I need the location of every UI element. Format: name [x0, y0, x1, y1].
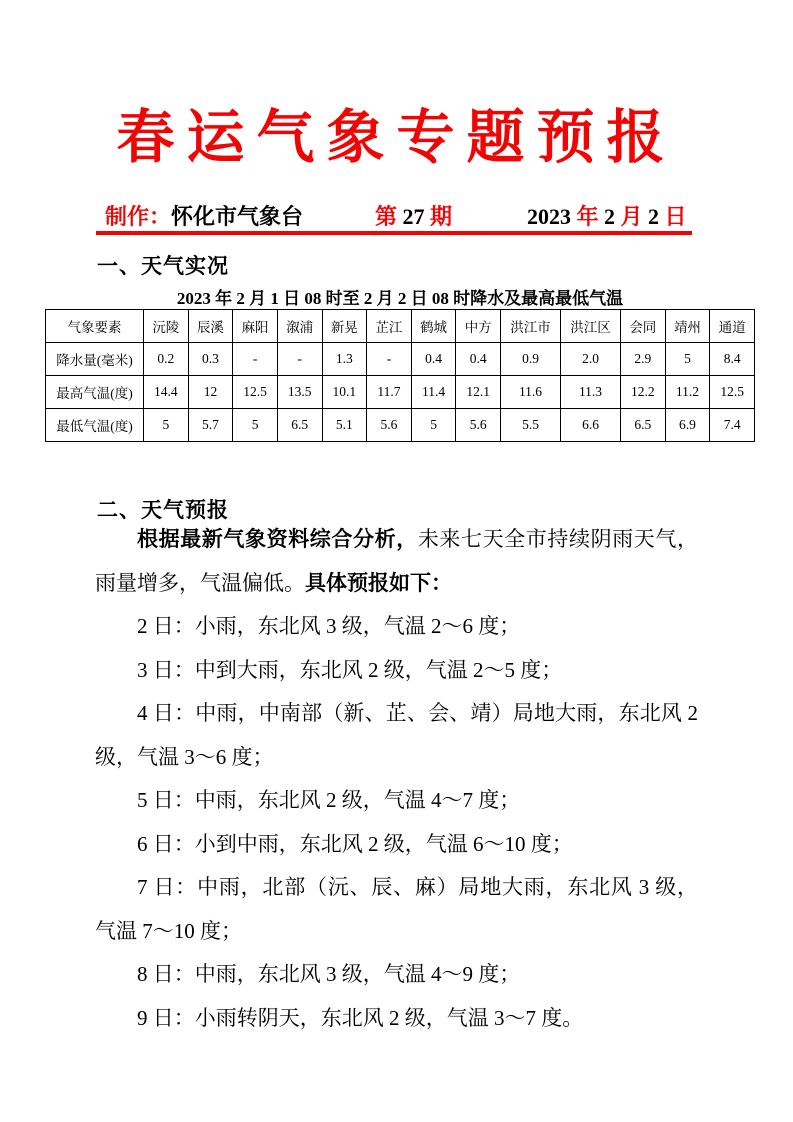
value-cell: 12.5: [233, 376, 278, 409]
value-cell: 5: [665, 343, 710, 376]
value-cell: 5.1: [322, 409, 367, 442]
value-cell: 5.6: [367, 409, 412, 442]
row-label-cell: 最低气温(度): [46, 409, 144, 442]
row-label-cell: 最高气温(度): [46, 376, 144, 409]
masthead-divider-rule: [96, 231, 692, 235]
forecast-intro: [95, 518, 698, 605]
table-station-header: 沅陵: [144, 310, 189, 343]
masthead-meta-line: [0, 202, 793, 232]
producer-field: [105, 202, 303, 232]
table-station-header: 通道: [710, 310, 755, 343]
value-cell: 7.4: [710, 409, 755, 442]
value-cell: 5: [411, 409, 456, 442]
value-cell: 2.0: [561, 343, 621, 376]
table-row: [46, 376, 755, 409]
observation-table-title: 2023 年 2 月 1 日 08 时至 2 月 2 日 08 时降水及最高最低气温: [176, 289, 624, 308]
value-cell: 12: [188, 376, 233, 409]
observation-table: [45, 309, 755, 442]
value-cell: 10.1: [322, 376, 367, 409]
value-cell: -: [277, 343, 322, 376]
table-corner-header: 气象要素: [46, 310, 144, 343]
table-row: [46, 343, 755, 376]
intro-bold-tail: 具体预报如下：: [305, 570, 452, 595]
value-cell: 8.4: [710, 343, 755, 376]
table-station-header: 鹤城: [411, 310, 456, 343]
date-year-unit: 年: [576, 204, 599, 229]
value-cell: 2.9: [621, 343, 666, 376]
value-cell: -: [367, 343, 412, 376]
value-cell: 6.9: [665, 409, 710, 442]
table-station-header: 洪江区: [561, 310, 621, 343]
value-cell: 12.1: [456, 376, 501, 409]
value-cell: -: [233, 343, 278, 376]
value-cell: 11.2: [665, 376, 710, 409]
producer-name: 怀化市气象台: [171, 204, 304, 229]
value-cell: 11.3: [561, 376, 621, 409]
document-title: 春运气象专题预报: [116, 103, 677, 171]
value-cell: 6.6: [561, 409, 621, 442]
value-cell: 11.4: [411, 376, 456, 409]
value-cell: 12.5: [710, 376, 755, 409]
table-station-header: 麻阳: [233, 310, 278, 343]
table-station-header: 芷江: [367, 310, 412, 343]
date-day-unit: 日: [664, 204, 687, 229]
table-row: [46, 409, 755, 442]
section1-heading: 一、天气实况: [97, 254, 229, 278]
forecast-line: 2 日：小雨，东北风 3 级，气温 2～6 度；: [137, 614, 521, 638]
table-station-header: 会同: [621, 310, 666, 343]
date-year: 2023: [527, 204, 577, 229]
value-cell: 0.4: [411, 343, 456, 376]
value-cell: 5.7: [188, 409, 233, 442]
value-cell: 5: [144, 409, 189, 442]
intro-normal: 未来七天全市持续阴雨天气，雨量增多，气温偏低。: [95, 527, 699, 595]
issue-suffix: 期: [430, 204, 453, 229]
table-station-header: 溆浦: [277, 310, 322, 343]
forecast-line: 4 日：中雨，中南部（新、芷、会、靖）局地大雨，东北风 2 级，气温 3～6 度；: [95, 701, 698, 769]
forecast-line: 3 日：中到大雨，东北风 2 级，气温 2～5 度；: [137, 657, 563, 682]
table-station-header: 洪江市: [501, 310, 561, 343]
producer-label: 制作：: [105, 204, 172, 229]
table-station-header: 中方: [456, 310, 501, 343]
table-header-row: [46, 310, 755, 343]
value-cell: 5: [233, 409, 278, 442]
section2-heading: 二、天气预报: [97, 498, 229, 522]
date-month: 2: [598, 204, 621, 229]
table-station-header: 靖州: [665, 310, 710, 343]
value-cell: 13.5: [277, 376, 322, 409]
value-cell: 6.5: [621, 409, 666, 442]
table-station-header: 辰溪: [188, 310, 233, 343]
value-cell: 0.4: [456, 343, 501, 376]
forecast-text-block: [95, 518, 698, 1040]
date-day: 2: [642, 204, 665, 229]
intro-bold-lead: 根据最新气象资料综合分析，: [137, 527, 418, 551]
forecast-line: 9 日：小雨转阴天，东北风 2 级，气温 3～7 度。: [137, 1005, 584, 1030]
forecast-line: 8 日：中雨，东北风 3 级，气温 4～9 度；: [137, 962, 521, 986]
table-station-header: 新晃: [322, 310, 367, 343]
issue-field: [375, 202, 452, 232]
value-cell: 1.3: [322, 343, 367, 376]
value-cell: 0.3: [188, 343, 233, 376]
date-field: [527, 202, 687, 232]
value-cell: 11.7: [367, 376, 412, 409]
forecast-line: 5 日：中雨，东北风 2 级，气温 4～7 度；: [137, 788, 521, 812]
value-cell: 11.6: [501, 376, 561, 409]
value-cell: 14.4: [144, 376, 189, 409]
value-cell: 5.6: [456, 409, 501, 442]
forecast-line: 7 日：中雨，北部（沅、辰、麻）局地大雨，东北风 3 级，气温 7～10 度；: [95, 875, 698, 943]
issue-prefix: 第: [375, 204, 398, 229]
issue-number: 27: [397, 204, 431, 229]
row-label-cell: 降水量(毫米): [46, 343, 144, 376]
value-cell: 12.2: [621, 376, 666, 409]
forecast-line: 6 日：小到中雨，东北风 2 级，气温 6～10 度；: [137, 831, 573, 856]
date-month-unit: 月: [620, 204, 643, 229]
value-cell: 6.5: [277, 409, 322, 442]
value-cell: 0.2: [144, 343, 189, 376]
value-cell: 5.5: [501, 409, 561, 442]
value-cell: 0.9: [501, 343, 561, 376]
